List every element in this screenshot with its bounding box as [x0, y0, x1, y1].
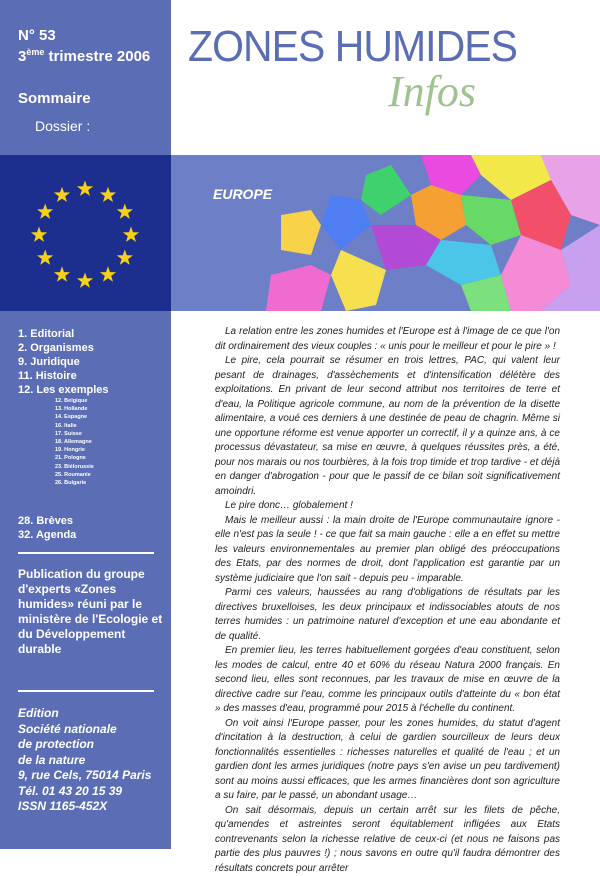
star-icon [100, 266, 116, 281]
article-paragraph: On voit ainsi l'Europe passer, pour les zones humides, du statut d'agent d'incitation à la destruction, à celui de gardien sourcilleux de leurs deux fonctionnalités essentielles : richesses naturelles et qualité de l'eau ; et un gardien dont les armes juridiques (notre pays s'en avise un peu tardivement) sont au moins aussi efficaces, que les armes financières dont son agriculture a su faire, par le passé, un abondant usage… [215, 717, 560, 804]
toc-item[interactable]: 32. Agenda [18, 528, 76, 542]
star-icon [117, 204, 133, 219]
toc-subitem[interactable]: 23. Biélorussie [18, 463, 109, 471]
europe-map-icon [171, 155, 600, 311]
article-paragraph: Parmi ces valeurs, haussées au rang d'obligations de résultats par les directives bruxelloises, les deux principaux et indissociables atouts de nos terres humides : un patrimoine naturel d'exception et une eau abondante et de qualité. [215, 586, 560, 644]
issue-info [18, 27, 150, 65]
star-icon [77, 181, 93, 196]
toc-subitem[interactable]: 12. Belgique [18, 397, 109, 405]
toc-subitem[interactable]: 16. Italie [18, 422, 109, 430]
star-icon [54, 187, 70, 202]
eu-flag-icon [0, 155, 171, 311]
toc-item[interactable]: 1. Editorial [18, 327, 109, 341]
star-icon [77, 273, 93, 288]
toc-subitem[interactable]: 21. Pologne [18, 454, 109, 462]
edition-line: ISSN 1165-452X [18, 799, 168, 815]
toc-subitem[interactable]: 13. Hollande [18, 405, 109, 413]
toc-item[interactable]: 2. Organismes [18, 341, 109, 355]
divider [18, 552, 154, 554]
star-icon [100, 187, 116, 202]
toc-item[interactable]: 12. Les exemples [18, 383, 109, 397]
toc-subitem[interactable]: 18. Allemagne [18, 438, 109, 446]
toc-subitem[interactable]: 25. Roumanie [18, 471, 109, 479]
article-paragraph: Le pire, cela pourrait se résumer en trois lettres, PAC, qui valent leur pesant de drainages, d'assèchements et d'intensification délétère des exploitations. En privant de leur second attribut nos territoires de terre et d'eau, la Politique agricole commune, au nom de la prévention de la disette alimentaire, a voué ces derniers à une destinée de peau de chagrin. Même si une opportune réforme est venue apporter un correctif, il y a quinze ans, à ce processus dévastateur, sa mise en œuvre, à quelques réussites près, a été, pour nos marais ou nos tourbières, à la fois trop timide et trop tardive - et déjà en danger d'abrogation - pour que le passif de ce bilan soit significativement amoindri. [215, 354, 560, 499]
issue-quarter: 3ème trimestre 2006 [18, 44, 150, 65]
toc-subitem[interactable]: 19. Hongrie [18, 446, 109, 454]
edition-line: Edition [18, 706, 168, 722]
toc-item[interactable]: 11. Histoire [18, 369, 109, 383]
star-icon [54, 266, 70, 281]
star-icon [31, 227, 47, 242]
star-icon [37, 204, 53, 219]
article-paragraph: En premier lieu, les terres habituellement gorgées d'eau constituent, selon les modes de calcul, entre 40 et 60% du réseau Natura 2000 français. En second lieu, elles sont reconnues, par les travaux de mise en œuvre de la directive cadre sur l'eau, comme les principaux outils d'atteinte du « bon état » des masses d'eau, programmé pour 2015 à l'échelle du continent. [215, 644, 560, 717]
masthead-title: ZONES HUMIDES [188, 22, 517, 72]
article-paragraph: On sait désormais, depuis un certain arrêt sur les filets de pêche, qu'amendes et astreintes seront équitablement infligées aux Etats contrevenants selon la richesse relative de ceux-ci (et nous ne faisons pas partie des plus pauvres !) ; nous savons en outre qu'il faudra démontrer des résultats concrets pour arrêter [215, 804, 560, 876]
toc-item[interactable]: 28. Brèves [18, 514, 76, 528]
star-icon [123, 227, 139, 242]
toc-subitem[interactable]: 26. Bulgarie [18, 479, 109, 487]
edition-line: de protection [18, 737, 168, 753]
edition-line: Société nationale [18, 722, 168, 738]
toc-subitem[interactable]: 17. Suisse [18, 430, 109, 438]
edition-line: de la nature [18, 753, 168, 769]
editorial-article [215, 325, 560, 876]
edition-line: 9, rue Cels, 75014 Paris [18, 768, 168, 784]
divider [18, 690, 154, 692]
star-icon [37, 250, 53, 265]
star-icon [117, 250, 133, 265]
table-of-contents-end [18, 514, 76, 542]
table-of-contents [18, 327, 109, 487]
dossier-label: Dossier : [35, 118, 90, 134]
masthead-subtitle: Infos [388, 66, 476, 117]
dossier-europe-label: EUROPE [213, 186, 272, 202]
article-paragraph: Mais le meilleur aussi : la main droite de l'Europe communautaire ignore - elle n'est pas la seule ! - ce que fait sa main gauche : elle a en effet su mettre les valeurs environnementales au premier plan obligé des préoccupations des Etats, par des normes de droit, dont l'application est garantie par un système judiciaire que l'on sait - depuis peu - imparable. [215, 514, 560, 587]
edition-line: Tél. 01 43 20 15 39 [18, 784, 168, 800]
europe-band [0, 155, 600, 311]
edition-info [18, 706, 168, 815]
issue-number: N° 53 [18, 27, 150, 44]
article-paragraph: Le pire donc… globalement ! [215, 499, 560, 514]
toc-subitem[interactable]: 14. Espagne [18, 413, 109, 421]
sommaire-heading: Sommaire [18, 90, 91, 107]
toc-item[interactable]: 9. Juridique [18, 355, 109, 369]
article-paragraph: La relation entre les zones humides et l'Europe est à l'image de ce que l'on dit ordinairement des vieux couples : « unis pour le meilleur et pour le pire » ! [215, 325, 560, 354]
publication-info: Publication du groupe d'experts «Zones humides» réuni par le ministère de l'Ecologie et du Développement durable [18, 567, 166, 657]
